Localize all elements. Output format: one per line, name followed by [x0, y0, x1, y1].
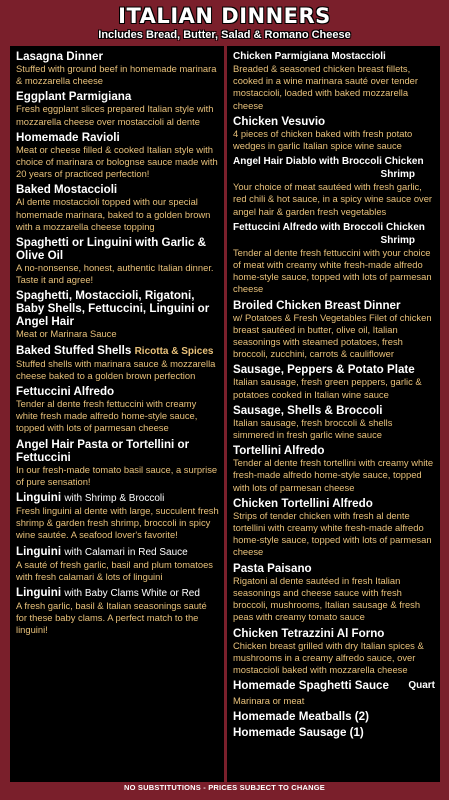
- menu-item-name: [233, 497, 435, 510]
- menu-item-description: Stuffed with ground beef in homemade marinara & mozzarella cheese: [16, 63, 217, 87]
- menu-item-name: [233, 710, 435, 723]
- menu-item-name: [16, 491, 219, 505]
- menu-footer-note: NO SUBSTITUTIONS - PRICES SUBJECT TO CHANGE: [124, 783, 325, 792]
- menu-item-title: Homemade Sausage (1): [233, 726, 364, 740]
- menu-item-name: [233, 726, 435, 739]
- menu-item-description: Chicken breast grilled with dry Italian spices & mushrooms in a creamy alfredo sauce, over mostaccioli baked with mozzarella cheese: [233, 639, 424, 675]
- menu-item-title: Chicken Tetrazzini Al Forno: [233, 626, 385, 640]
- menu-subtitle: Includes Bread, Butter, Salad & Romano Cheese: [98, 29, 351, 41]
- menu-item-name: [233, 562, 435, 575]
- menu-item-name: [233, 299, 435, 312]
- menu-item-title: Pasta Paisano: [233, 561, 312, 575]
- menu-item-description: A no-nonsense, honest, authentic Italian dinner. Taste it and agree!: [16, 262, 214, 286]
- menu-item-description: Fresh linguini al dente with large, succulent fresh shrimp & garden fresh shrimp, broccoli in spicy wine sautée. A seafood lover's favorite!: [16, 505, 219, 541]
- menu-item-description: Stuffed shells with marinara sauce & mozzarella cheese baked to a golden brown perfection: [16, 357, 216, 381]
- menu-item-name: [16, 385, 219, 398]
- menu-item-description: In our fresh-made tomato basil sauce, a surprise of pure sensation!: [16, 463, 218, 487]
- menu-item-title: Homemade Spaghetti Sauce: [233, 679, 389, 693]
- menu-item-title: Tortellini Alfredo: [233, 444, 325, 458]
- menu-item: [233, 404, 435, 441]
- menu-item-name: [16, 131, 219, 144]
- menu-item-title: Baked Stuffed Shells: [16, 343, 132, 357]
- menu-item-name: [16, 289, 219, 328]
- menu-item-name: [233, 363, 435, 376]
- menu-item-title: Fettuccini Alfredo: [16, 385, 115, 399]
- menu-item-title: Eggplant Parmigiana: [16, 90, 132, 104]
- menu-item-name: [16, 236, 219, 262]
- menu-item-name: [233, 115, 435, 128]
- menu-item: [16, 183, 219, 233]
- menu-item-quantity: Quart: [408, 680, 435, 692]
- menu-item-title: Chicken Vesuvio: [233, 114, 326, 128]
- menu-header: [0, 0, 449, 46]
- menu-item-description: Your choice of meat sautéed with fresh garlic, red chili & hot sauce, in a spicy wine sauce over angel hair & garden fresh vegetables: [233, 181, 433, 217]
- menu-item-name: [16, 586, 219, 600]
- menu-item: [233, 627, 435, 677]
- menu-item-highlight: Ricotta & Spices: [134, 345, 214, 357]
- menu-item-name: [233, 155, 435, 181]
- menu-item-description: 4 pieces of chicken baked with fresh potato wedges in garlic Italian spice wine sauce: [233, 127, 413, 152]
- menu-item-description: Breaded & seasoned chicken breast fillets, cooked in a wine marinara sauté over tender mostaccioli, loaded with baked mozzarella cheese: [233, 63, 419, 111]
- menu-item: [16, 289, 219, 340]
- menu-item: [16, 491, 219, 542]
- menu-item-description: Meat or Marinara Sauce: [16, 328, 117, 340]
- menu-item-title: Linguini: [16, 544, 62, 558]
- menu-item-name: [233, 404, 435, 417]
- menu-item-title: Angel Hair Pasta or Tortellini or Fettuccini: [16, 437, 190, 464]
- menu-item-name: [16, 344, 219, 358]
- menu-item: [233, 299, 435, 361]
- menu-item: [233, 115, 435, 152]
- menu-item-description: Italian sausage, fresh green peppers, garlic & potatoes cooked in Italian wine sauce: [233, 376, 422, 400]
- right-menu-column: [227, 46, 440, 782]
- menu-item-title: Broiled Chicken Breast Dinner: [233, 298, 401, 312]
- menu-item: [16, 385, 219, 435]
- menu-item: [16, 586, 219, 637]
- menu-item-variant: with Shrimp & Broccoli: [64, 493, 165, 505]
- menu-item: [233, 444, 435, 494]
- menu-item-description: A fresh garlic, basil & Italian seasonings sauté for these baby clams. A perfect match to the linguini!: [16, 600, 207, 636]
- menu-item-title: Sausage, Peppers & Potato Plate: [233, 363, 415, 377]
- menu-item: [233, 695, 435, 707]
- menu-item-option: Shrimp: [380, 234, 415, 246]
- menu-item-title: Linguini: [16, 586, 62, 600]
- menu-item-description: w/ Potatoes & Fresh Vegetables Filet of chicken breast sautéed in butter, olive oil, Italian seasonings with steamed potatoes, fresh broccoli, zucchini, carrots & cauliflower: [233, 311, 432, 360]
- menu-item-name: [233, 50, 435, 63]
- menu-item-description: Italian sausage, fresh broccoli & shells simmered in fresh garlic wine sauce: [233, 416, 393, 441]
- menu-item-title: Homemade Ravioli: [16, 130, 120, 144]
- menu-item-name: [16, 90, 219, 103]
- menu-item-name: [233, 444, 435, 457]
- menu-item-description: Al dente mostaccioli topped with our special homemade marinara, baked to a golden brown with a mozzarella cheese topping: [16, 196, 211, 232]
- menu-item-name: [233, 627, 435, 640]
- menu-item-title: Fettuccini Alfredo with Broccoli Chicken: [233, 221, 425, 233]
- menu-item-description: A sauté of fresh garlic, basil and plum tomatoes with fresh calamari & lots of linguini: [16, 558, 213, 582]
- menu-item-description: Tender al dente fresh tortellini with creamy white fresh-made alfredo home-style sauce, topped with lots of parmesan cheese: [233, 457, 434, 493]
- menu-item-description: Tender al dente fresh fettuccini with your choice of meat with creamy white fresh-made alfredo home-style sauce, topped with lots of parmesan cheese: [233, 246, 432, 295]
- menu-item-title: Lasagna Dinner: [16, 50, 103, 63]
- menu-item-variant: with Baby Clams White or Red: [64, 588, 200, 600]
- menu-item-name: [16, 545, 219, 559]
- menu-item: [233, 710, 435, 723]
- menu-item-name: [233, 221, 435, 247]
- menu-item-name: [16, 50, 219, 63]
- menu-item-description: Strips of tender chicken with fresh al dente tortellini with creamy white fresh-made alfredo home-style sauce, topped with lots of parmesan cheese: [233, 509, 432, 558]
- menu-item: [233, 50, 435, 112]
- menu-item-title: Homemade Meatballs (2): [233, 710, 369, 724]
- menu-item-title: Spaghetti or Linguini with Garlic & Olive Oil: [16, 236, 207, 263]
- menu-item-description: Fresh eggplant slices prepared Italian style with mozzarella cheese over mostaccioli al dente: [16, 103, 214, 127]
- menu-item: [16, 131, 219, 181]
- menu-item-title: Chicken Tortellini Alfredo: [233, 496, 373, 510]
- menu-item-option: Shrimp: [380, 169, 415, 181]
- menu-item-title: Baked Mostaccioli: [16, 183, 118, 197]
- menu-item-title: Linguini: [16, 491, 62, 505]
- menu-item-name: [16, 438, 219, 464]
- menu-item: [16, 545, 219, 583]
- menu-item-description: Tender al dente fresh fettuccini with creamy white fresh made alfredo home-style sauce, topped with lots of parmesan cheese: [16, 398, 198, 434]
- menu-item: [16, 50, 219, 87]
- menu-item: [16, 90, 219, 127]
- menu-item-description: Rigatoni al dente sautéed in fresh Italian seasonings and cheese sauce with fresh broccoli, mushrooms, Italian sausage & fresh peas with creamy tomato sauce: [233, 574, 421, 623]
- left-menu-column: [10, 46, 224, 782]
- menu-item-variant: with Calamari in Red Sauce: [64, 546, 188, 558]
- menu-item-name: [233, 679, 435, 692]
- menu-item: [233, 726, 435, 739]
- menu-item: [16, 438, 219, 488]
- menu-item-description: Meat or cheese filled & cooked Italian style with choice of marinara or bolognse sauce made with 20 years of practiced perfection!: [16, 143, 218, 180]
- menu-item-description: Marinara or meat: [233, 695, 305, 707]
- menu-item-name: [16, 183, 219, 196]
- menu-item: [233, 679, 435, 692]
- menu-item: [233, 562, 435, 624]
- menu-item-title: Spaghetti, Mostaccioli, Rigatoni, Baby Shells, Fettuccini, Linguini or Angel Hair: [16, 289, 210, 329]
- menu-item: [16, 344, 219, 382]
- menu-item: [233, 363, 435, 400]
- menu-item: [233, 155, 435, 218]
- menu-item: [233, 221, 435, 296]
- menu-item-title: Chicken Parmigiana Mostaccioli: [233, 51, 386, 62]
- menu-item-title: Angel Hair Diablo with Broccoli Chicken: [233, 156, 424, 168]
- menu-item-title: Sausage, Shells & Broccoli: [233, 403, 383, 417]
- menu-item: [233, 497, 435, 559]
- menu-title: ITALIAN DINNERS: [118, 4, 331, 28]
- menu-item: [16, 236, 219, 286]
